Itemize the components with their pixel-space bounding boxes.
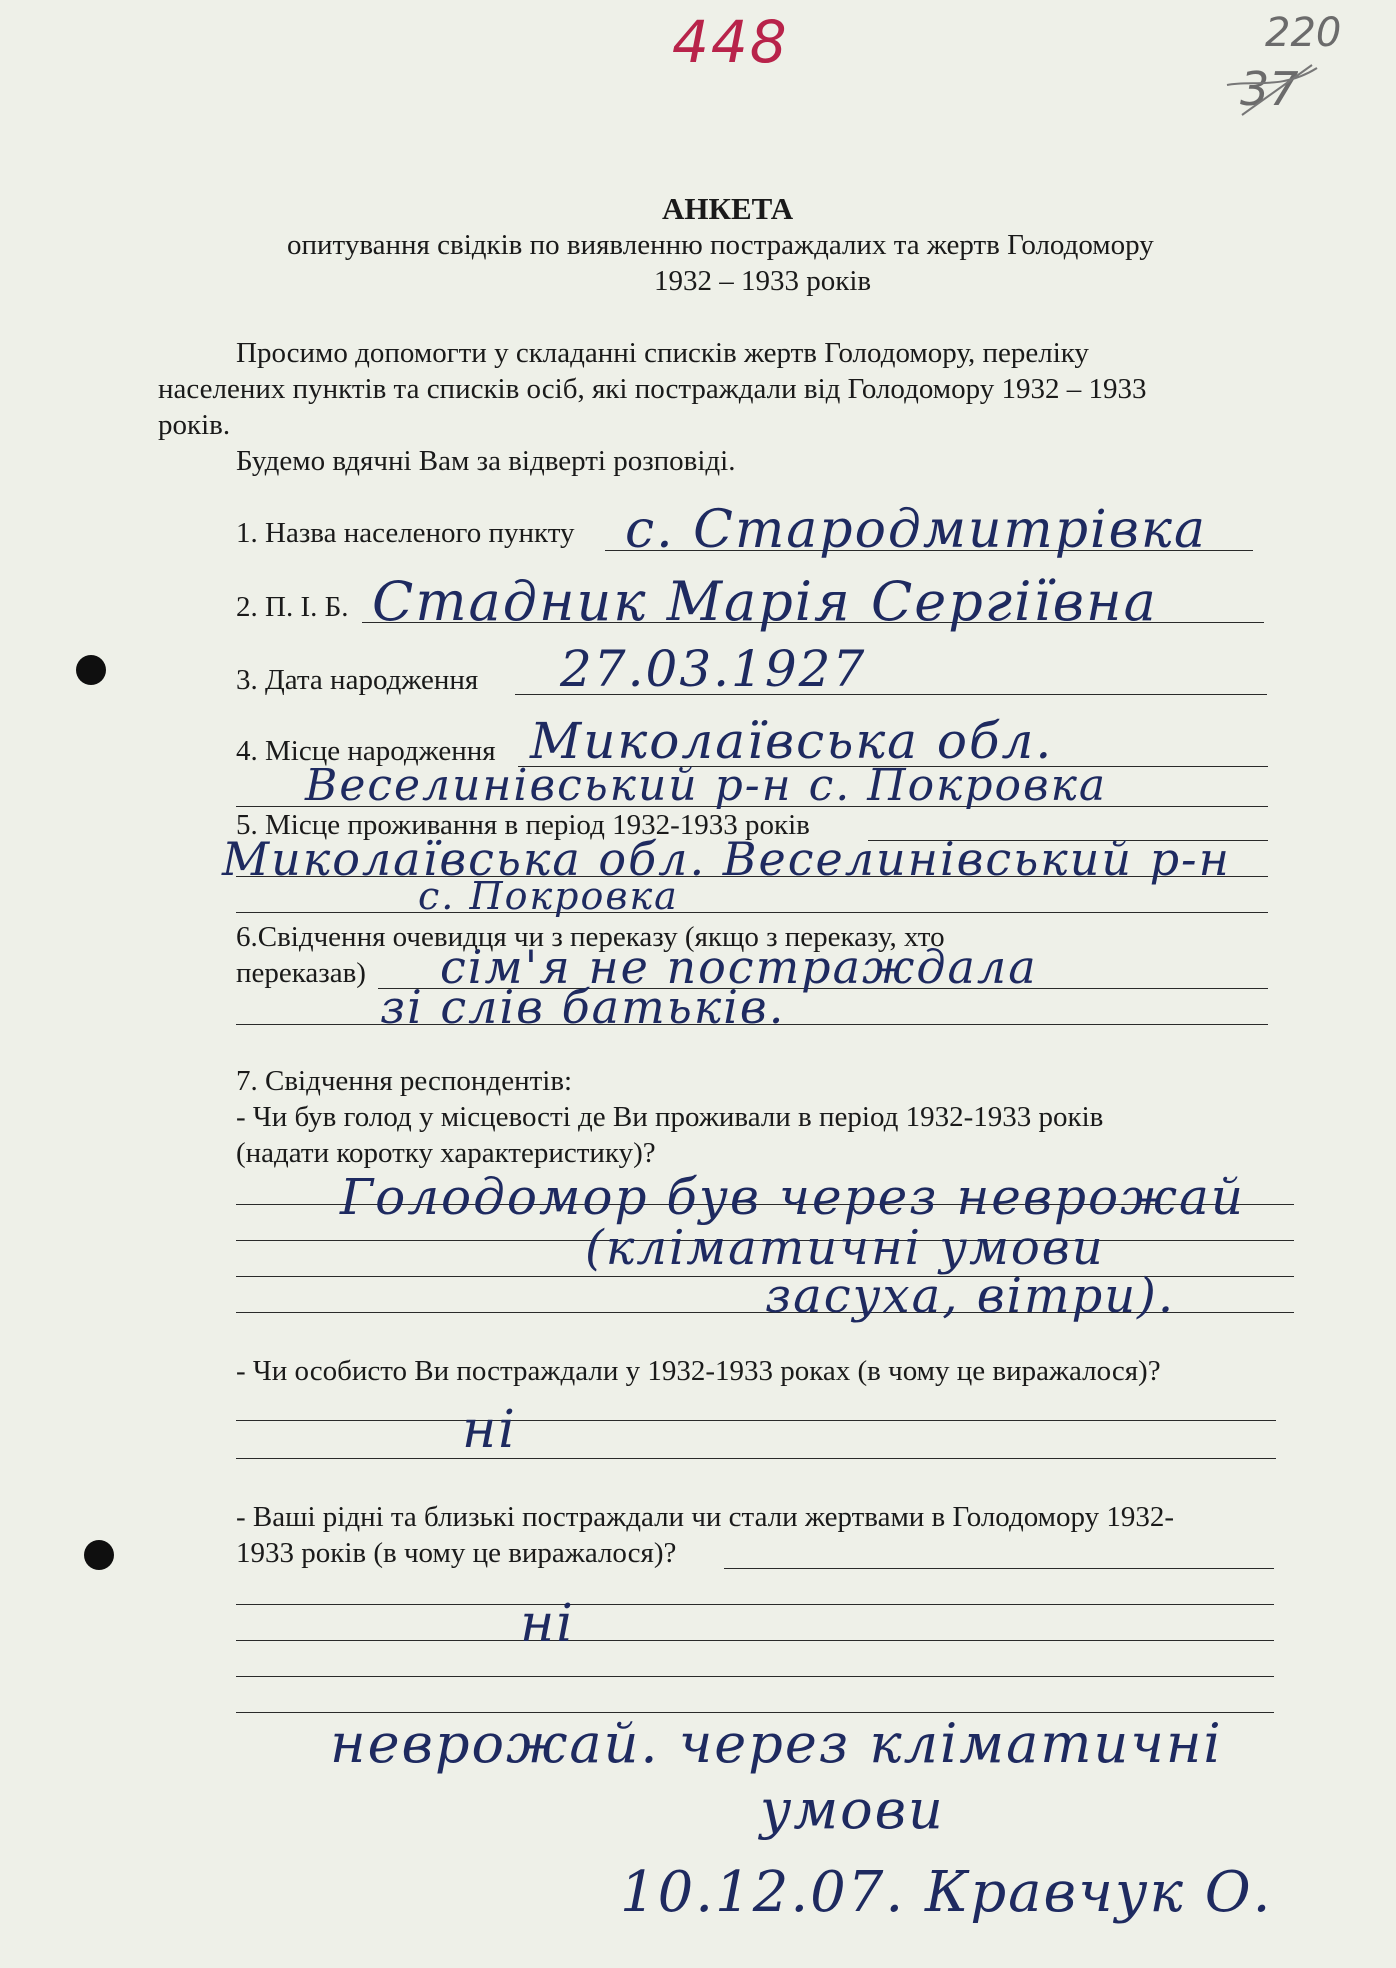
a1-value-3: засуха, вітри). bbox=[765, 1268, 1176, 1324]
a3-line-3 bbox=[236, 1640, 1274, 1641]
field5-underline-3 bbox=[236, 912, 1268, 913]
a2-line-1 bbox=[236, 1420, 1276, 1421]
field4-label: 4. Місце народження bbox=[236, 735, 496, 767]
a1-value-2: (кліматичні умови bbox=[585, 1220, 1105, 1276]
q3-line-1: - Ваші рідні та близькі постраждали чи стали жертвами в Голодомору 1932- bbox=[236, 1501, 1175, 1533]
field1-label: 1. Назва населеного пункту bbox=[236, 517, 575, 549]
field3-value: 27.03.1927 bbox=[560, 640, 867, 698]
punch-hole-top bbox=[76, 655, 106, 685]
a2-line-2 bbox=[236, 1458, 1276, 1459]
field6-label-2: переказав) bbox=[236, 957, 366, 989]
note-line-2: умови bbox=[760, 1778, 945, 1841]
pencil-number-top: 220 bbox=[1265, 10, 1342, 56]
intro-line-2: населених пунктів та списків осіб, які постраждали від Голодомору 1932 – 1933 bbox=[158, 373, 1147, 405]
section7-heading: 7. Свідчення респондентів: bbox=[236, 1065, 573, 1097]
field4-value-1: Миколаївська обл. bbox=[530, 712, 1054, 770]
field5-value-1: Миколаївська обл. Веселинівський р-н bbox=[222, 832, 1231, 886]
field2-value: Стадник Марія Сергіївна bbox=[372, 570, 1158, 633]
q1-line-2: (надати коротку характеристику)? bbox=[236, 1137, 656, 1169]
a3-line-2 bbox=[236, 1604, 1274, 1605]
field4-value-2: Веселинівський р-н с. Покровка bbox=[305, 760, 1108, 811]
field5-value-2: с. Покровка bbox=[418, 874, 679, 918]
pencil-strike-mark bbox=[1222, 60, 1332, 120]
a3-line-4 bbox=[236, 1676, 1274, 1677]
field6-label-1: 6.Свідчення очевидця чи з переказу (якщо з переказу, хто bbox=[236, 921, 945, 953]
field1-value: с. Стародмитрівка bbox=[625, 500, 1207, 560]
archive-number: 448 bbox=[672, 8, 789, 76]
intro-line-1: Просимо допомогти у складанні списків жертв Голодомору, переліку bbox=[236, 337, 1089, 369]
q1-line-1: - Чи був голод у місцевості де Ви проживали в період 1932-1933 років bbox=[236, 1101, 1104, 1133]
date-signature: 10.12.07. Кравчук О. bbox=[620, 1860, 1273, 1925]
form-subtitle-1: опитування свідків по виявленню постраждалих та жертв Голодомору bbox=[287, 229, 1154, 261]
form-title: АНКЕТА bbox=[662, 191, 794, 226]
field6-value-2: зі слів батьків. bbox=[380, 980, 786, 1034]
field3-label: 3. Дата народження bbox=[236, 664, 479, 696]
a1-value-1: Голодомор був через неврожай bbox=[340, 1168, 1245, 1226]
a3-value: ні bbox=[520, 1594, 575, 1654]
intro-thanks: Будемо вдячні Вам за відверті розповіді. bbox=[236, 445, 736, 477]
pencil-number-crossed: 37 bbox=[1240, 62, 1299, 116]
field5-label: 5. Місце проживання в період 1932-1933 років bbox=[236, 809, 810, 841]
field2-label: 2. П. І. Б. bbox=[236, 591, 349, 623]
field6-value-1: сім'я не постраждала bbox=[440, 940, 1038, 994]
punch-hole-bottom bbox=[84, 1540, 114, 1570]
q2-text: - Чи особисто Ви постраждали у 1932-1933 роках (в чому це виражалося)? bbox=[236, 1355, 1161, 1387]
a2-value: ні bbox=[462, 1400, 517, 1460]
intro-line-3: років. bbox=[158, 409, 231, 441]
note-line-1: неврожай. через кліматичні bbox=[330, 1712, 1223, 1775]
a3-line-1 bbox=[724, 1568, 1274, 1569]
form-subtitle-2: 1932 – 1933 років bbox=[654, 265, 872, 297]
q3-line-2: 1933 років (в чому це виражалося)? bbox=[236, 1537, 677, 1569]
